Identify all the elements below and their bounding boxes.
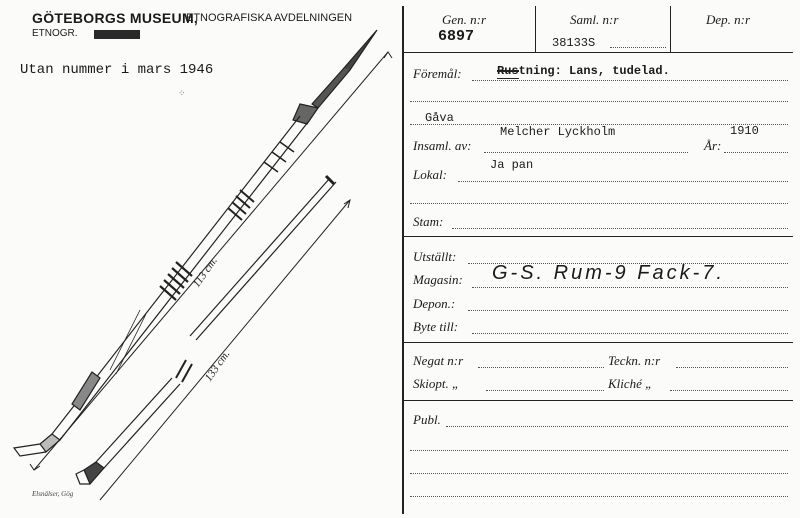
publ-line-4 [410,496,788,497]
kliche-line [670,390,788,391]
lance-upper-piece [14,30,377,456]
byte-till-label: Byte till: [413,319,459,334]
ar-label: År: [704,138,722,153]
lokal-label: Lokal: [413,167,447,182]
negat-label: Negat n:r [413,353,464,368]
lokal-line-2 [410,203,788,204]
skiopt-label: Skiopt. „ [413,376,460,391]
depon-label: Depon.: [413,296,456,311]
magasin-value: G-S. Rum-9 Fack-7. [492,262,725,284]
foremal-value: Rustning: Lans, tudelad. [497,64,670,78]
utstallt-label: Utställt: [413,249,457,264]
kliche-label: Kliché „ [608,376,653,391]
measure-label-2: 133 cm. [202,348,233,384]
negat-line [478,367,604,368]
lokal-value: Ja pan [490,158,534,172]
publ-line-3 [410,473,788,474]
foremal-label: Föremål: [413,66,462,81]
foremal-line-2 [410,101,788,102]
gava-text: Gåva [425,111,454,125]
ink-speck: ⁘ [178,88,186,98]
saml-nr-label: Saml. n:r [570,12,619,27]
note-text: Utan nummer i mars 1946 [20,62,214,78]
teckn-label: Teckn. n:r [608,353,661,368]
header-rule [403,52,793,53]
lokal-line-1 [458,181,788,182]
header-separator-2 [670,6,671,52]
ar-value: 1910 [730,124,759,138]
insaml-value: Melcher Lyckholm [500,125,616,139]
byte-till-line [472,333,788,334]
artist-credit: Elsnälser, Gög [32,490,74,498]
depon-line [468,310,788,311]
publ-line-1 [446,426,788,427]
saml-dotted-line [610,47,666,48]
dep-nr-label: Dep. n:r [706,12,751,27]
publ-label: Publ. [413,412,441,427]
publ-line-2 [410,450,788,451]
header-separator-1 [535,6,536,52]
foremal-strike [497,70,519,79]
gen-nr-label: Gen. n:r [442,12,487,27]
saml-nr-value: 38133S [552,36,596,50]
measure-arrows [30,52,392,500]
insaml-line [484,152,688,153]
measure-label-1: 113 cm. [190,254,220,290]
lance-lower-piece [76,176,336,484]
etnogr-label: ETNOGR. [32,28,78,39]
gen-nr-value: 6897 [438,28,475,45]
magasin-line [472,287,788,288]
section-rule-2 [403,342,793,343]
insaml-label: Insaml. av: [413,138,472,153]
teckn-line [676,367,788,368]
section-rule-3 [403,400,793,401]
magasin-label: Magasin: [413,272,463,287]
department-name: ETNOGRAFISKA AVDELNINGEN [186,12,353,24]
foremal-line-1 [472,80,788,81]
section-rule-1 [403,236,793,237]
skiopt-line [486,390,604,391]
card-divider [402,6,404,514]
stam-line [452,228,788,229]
stam-label: Stam: [413,214,444,229]
ar-line [724,152,788,153]
museum-name: GÖTEBORGS MUSEUM, [32,10,199,26]
